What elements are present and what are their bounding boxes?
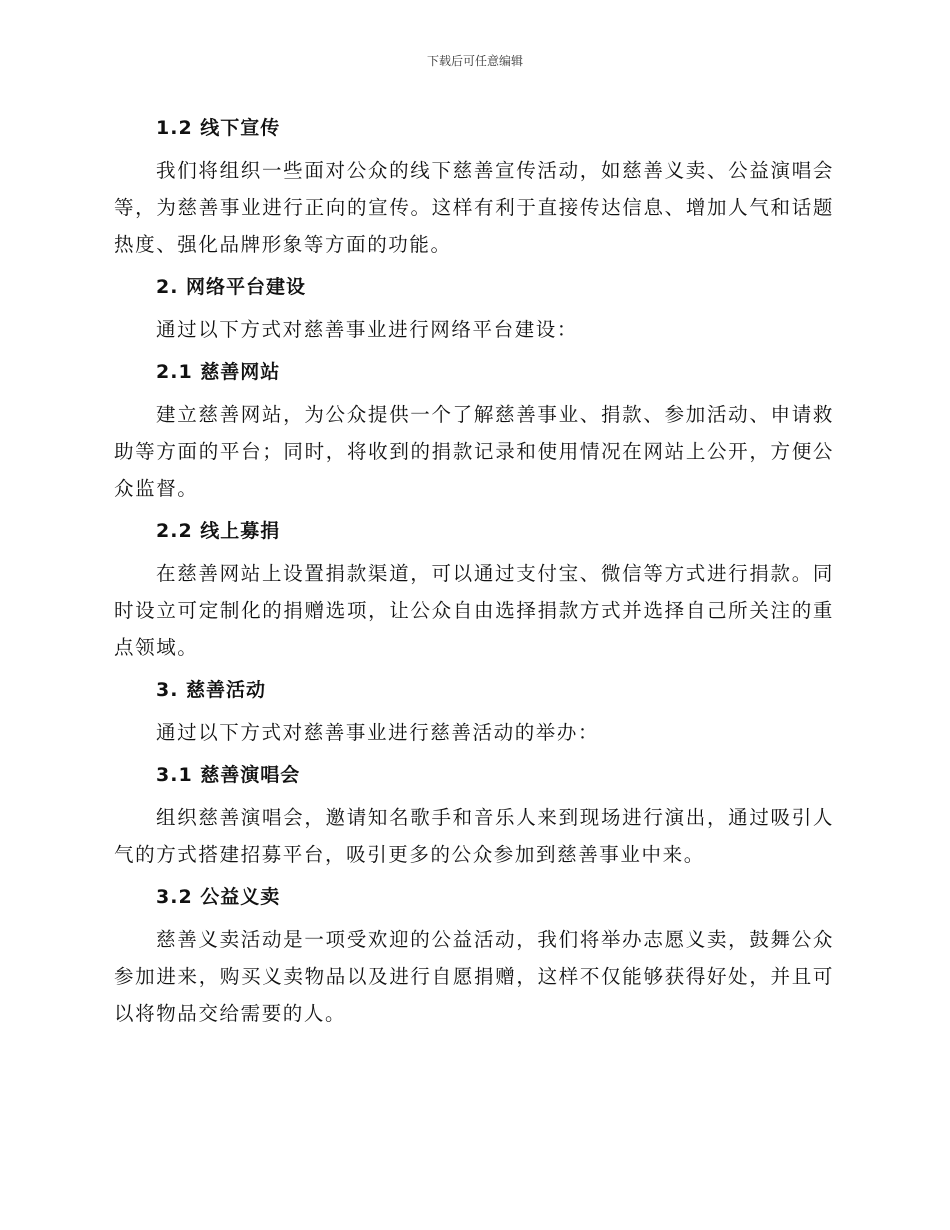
section-heading-3-2: 3.2 公益义卖 [156,886,281,908]
paragraph-charity-sale: 慈善义卖活动是一项受欢迎的公益活动，我们将举办志愿义卖，鼓舞公众参加进来，购买义卖物品以及进行自愿捐赠，这样不仅能够获得好处，并且可以将物品交给需要的人。 [114,928,834,1025]
document-body [114,110,834,1032]
paragraph-activities-intro: 通过以下方式对慈善事业进行慈善活动的举办： [156,721,600,744]
page-header: 下载后可任意编辑 [426,54,523,68]
paragraph-platform-intro: 通过以下方式对慈善事业进行网络平台建设： [156,318,579,341]
section-heading-1-2: 1.2 线下宣传 [156,117,281,139]
paragraph-online-donation: 在慈善网站上设置捐款渠道，可以通过支付宝、微信等方式进行捐款。同时设立可定制化的捐赠选项，让公众自由选择捐款方式并选择自己所关注的重点领域。 [114,562,834,659]
paragraph-charity-website: 建立慈善网站，为公众提供一个了解慈善事业、捐款、参加活动、申请救助等方面的平台；同时，将收到的捐款记录和使用情况在网站上公开，方便公众监督。 [114,403,834,500]
paragraph-offline-promotion: 我们将组织一些面对公众的线下慈善宣传活动，如慈善义卖、公益演唱会等，为慈善事业进行正向的宣传。这样有利于直接传达信息、增加人气和话题热度、强化品牌形象等方面的功能。 [114,159,834,256]
section-heading-2-2: 2.2 线上募捐 [156,520,281,542]
section-heading-2-1: 2.1 慈善网站 [156,361,281,383]
section-heading-3-1: 3.1 慈善演唱会 [156,764,301,786]
paragraph-charity-concert: 组织慈善演唱会，邀请知名歌手和音乐人来到现场进行演出，通过吸引人气的方式搭建招募平台，吸引更多的公众参加到慈善事业中来。 [114,806,834,866]
section-heading-3: 3. 慈善活动 [156,679,267,701]
section-heading-2: 2. 网络平台建设 [156,276,307,298]
